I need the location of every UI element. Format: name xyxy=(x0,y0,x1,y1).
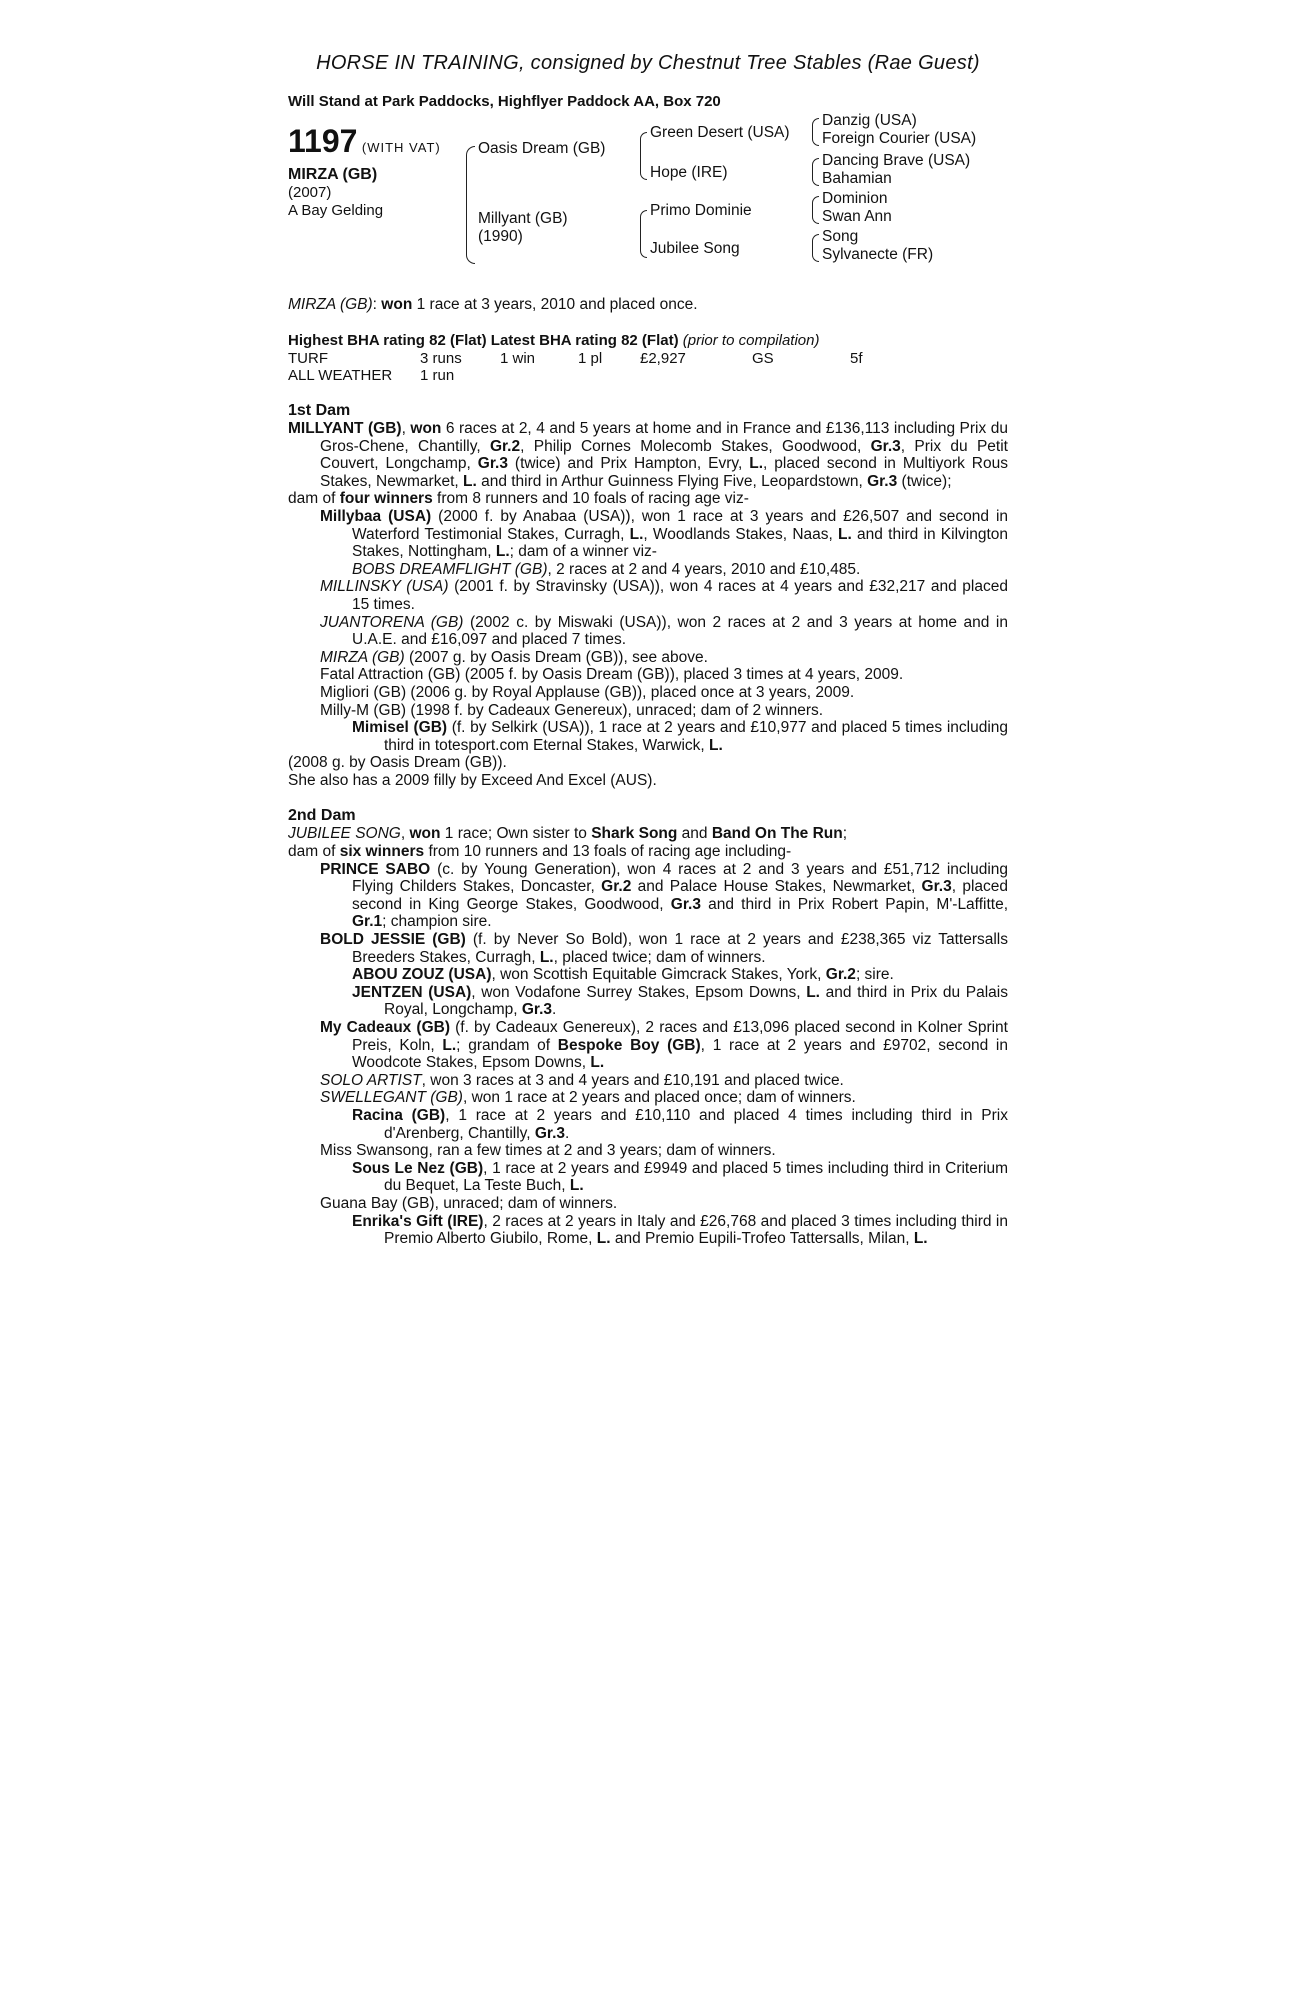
pedigree-brace-g1 xyxy=(812,118,819,146)
list-item: (2008 g. by Oasis Dream (GB)). xyxy=(288,754,507,772)
pedigree-sire: Oasis Dream (GB) xyxy=(478,140,606,157)
pedigree-dam-dam: Jubilee Song xyxy=(650,240,740,257)
pedigree-dam-sire: Primo Dominie xyxy=(650,202,752,219)
list-item: JENTZEN (USA), won Vodafone Surrey Stakes, Epsom Downs, L. and third in Prix du Palais Royal, Longchamp, Gr.3. xyxy=(352,983,1008,1019)
vat-label: (WITH VAT) xyxy=(361,140,441,155)
pedigree-g1: Danzig (USA) xyxy=(822,112,917,129)
list-item: BOBS DREAMFLIGHT (GB), 2 races at 2 and 4 years, 2010 and £10,485. xyxy=(352,560,861,578)
list-item: Guana Bay (GB), unraced; dam of winners. xyxy=(320,1194,618,1212)
pedigree-brace-g3 xyxy=(812,196,819,224)
pedigree-g8: Sylvanecte (FR) xyxy=(822,246,934,263)
list-item: Millybaa (USA) (2000 f. by Anabaa (USA)), won 1 race at 3 years and £26,507 and second in Waterford Testimonial Stakes, Curragh, L., Woodlands Stakes, Naas, L. and third in Kilvington Stakes, Nottingham, L.; dam of a winner viz- xyxy=(320,507,1009,561)
pedigree-g7: Song xyxy=(822,228,859,245)
second-dam-entry: JUBILEE SONG, won 1 race; Own sister to Shark Song and Band On The Run; xyxy=(288,825,848,843)
pedigree-brace-main xyxy=(466,146,475,264)
dam-of-line: dam of four winners from 8 runners and 10 foals of racing age viz- xyxy=(288,490,749,508)
lot-info xyxy=(288,124,458,220)
table-row: TURF 3 runs 1 win 1 pl £2,927 GS 5f xyxy=(288,350,863,367)
horse-name: MIRZA (GB) xyxy=(288,166,378,183)
also-line: She also has a 2009 filly by Exceed And Excel (AUS). xyxy=(288,771,657,789)
pedigree-g5: Dominion xyxy=(822,190,888,207)
list-item: Milly-M (GB) (1998 f. by Cadeaux Genereux), unraced; dam of 2 winners. xyxy=(320,701,824,719)
table-row: ALL WEATHER 1 run xyxy=(288,367,455,384)
first-dam-entry: MILLYANT (GB), won 6 races at 2, 4 and 5 years at home and in France and £136,113 including Prix du Gros-Chene, Chantilly, Gr.2, Philip Cornes Molecomb Stakes, Goodwood, Gr.3, Prix du Petit Couvert, Longchamp, Gr.3 (twice) and Prix Hampton, Evry, L., placed second in Multiyork Rous Stakes, Newmarket, L. and third in Arthur Guinness Flying Five, Leopardstown, Gr.3 (twice); xyxy=(288,420,1008,490)
pedigree-brace-sire xyxy=(640,132,647,180)
pedigree-g2: Foreign Courier (USA) xyxy=(822,130,977,147)
lot-number: 1197 xyxy=(288,123,358,159)
pedigree-g4: Bahamian xyxy=(822,170,892,187)
list-item: Racina (GB), 1 race at 2 years and £10,110 and placed 4 times including third in Prix d'Arenberg, Chantilly, Gr.3. xyxy=(352,1106,1008,1142)
list-item: Migliori (GB) (2006 g. by Royal Applause (GB)), placed once at 3 years, 2009. xyxy=(320,683,855,701)
dam-of-line: dam of six winners from 10 runners and 13 foals of racing age including- xyxy=(288,843,792,861)
horse-description: A Bay Gelding xyxy=(288,202,384,219)
list-item: PRINCE SABO (c. by Young Generation), won 4 races at 2 and 3 years and £51,712 including Flying Childers Stakes, Doncaster, Gr.2 and Palace House Stakes, Newmarket, Gr.3, placed second in King George Stakes, Goodwood, Gr.3 and third in Prix Robert Papin, M'-Laffitte, Gr.1; champion sire. xyxy=(320,860,1009,931)
page-header: HORSE IN TRAINING, consigned by Chestnut Tree Stables (Rae Guest) xyxy=(316,52,980,74)
list-item: JUANTORENA (GB) (2002 c. by Miswaki (USA)), won 2 races at 2 and 3 years at home and in U.A.E. and £16,097 and placed 7 times. xyxy=(320,613,1008,649)
bha-rating: Highest BHA rating 82 (Flat) Latest BHA rating 82 (Flat) (prior to compilation) xyxy=(288,332,820,349)
first-dam-heading: 1st Dam xyxy=(288,402,351,419)
pedigree-brace-g2 xyxy=(812,158,819,186)
pedigree-brace-g4 xyxy=(812,234,819,262)
horse-year: (2007) xyxy=(288,184,332,201)
runs-table xyxy=(288,350,863,384)
list-item: BOLD JESSIE (GB) (f. by Never So Bold), won 1 race at 2 years and £238,365 viz Tattersalls Breeders Stakes, Curragh, L., placed twice; dam of winners. xyxy=(320,931,1009,966)
list-item: Miss Swansong, ran a few times at 2 and 3 years; dam of winners. xyxy=(320,1142,776,1160)
list-item: Fatal Attraction (GB) (2005 f. by Oasis Dream (GB)), placed 3 times at 4 years, 2009. xyxy=(320,666,904,684)
pedigree-dam-year: (1990) xyxy=(478,228,523,245)
second-dam-heading: 2nd Dam xyxy=(288,807,356,825)
list-item: MIRZA (GB) (2007 g. by Oasis Dream (GB)), see above. xyxy=(320,648,708,666)
pedigree-g6: Swan Ann xyxy=(822,208,892,225)
pedigree-sire-dam: Hope (IRE) xyxy=(650,164,728,181)
pedigree-brace-dam xyxy=(640,210,647,258)
list-item: SWELLEGANT (GB), won 1 race at 2 years and placed once; dam of winners. xyxy=(320,1089,856,1107)
list-item: Mimisel (GB) (f. by Selkirk (USA)), 1 race at 2 years and £10,977 and placed 5 times including third in totesport.com Eternal Stakes, Warwick, L. xyxy=(352,719,1008,754)
stand-location: Will Stand at Park Paddocks, Highflyer Paddock AA, Box 720 xyxy=(288,93,721,110)
pedigree-g3: Dancing Brave (USA) xyxy=(822,152,971,169)
list-item: SOLO ARTIST, won 3 races at 3 and 4 years and £10,191 and placed twice. xyxy=(320,1071,844,1089)
pedigree-sire-sire: Green Desert (USA) xyxy=(650,124,790,141)
list-item: My Cadeaux (GB) (f. by Cadeaux Genereux), 2 races and £13,096 placed second in Kolner Sprint Preis, Koln, L.; grandam of Bespoke Boy (GB), 1 race at 2 years and £9702, second in Woodcote Stakes, Epsom Downs, L. xyxy=(320,1019,1008,1072)
list-item: Sous Le Nez (GB), 1 race at 2 years and £9949 and placed 5 times including third in Criterium du Bequet, La Teste Buch, L. xyxy=(352,1159,1008,1195)
list-item: MILLINSKY (USA) (2001 f. by Stravinsky (USA)), won 4 races at 4 years and £32,217 and placed 15 times. xyxy=(320,578,1008,613)
race-record: MIRZA (GB): won 1 race at 3 years, 2010 and placed once. xyxy=(288,296,698,313)
pedigree-block xyxy=(288,112,1008,284)
list-item: ABOU ZOUZ (USA), won Scottish Equitable Gimcrack Stakes, York, Gr.2; sire. xyxy=(352,966,894,984)
pedigree-dam: Millyant (GB) xyxy=(478,210,568,227)
list-item: Enrika's Gift (IRE), 2 races at 2 years in Italy and £26,768 and placed 3 times including third in Premio Alberto Giubilo, Rome, L. and Premio Eupili-Trofeo Tattersalls, Milan, L. xyxy=(352,1212,1008,1248)
catalogue-page xyxy=(288,52,1008,1248)
